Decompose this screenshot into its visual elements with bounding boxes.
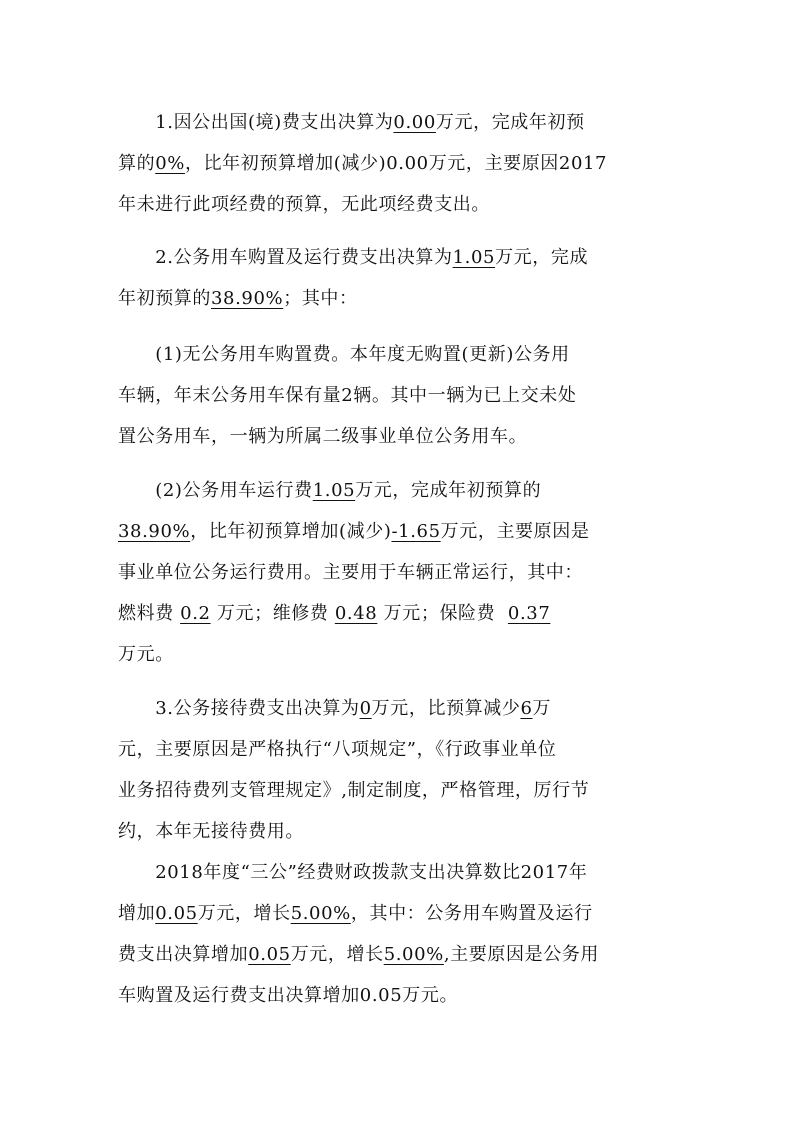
paragraph-outbound-travel bbox=[118, 102, 678, 225]
paragraph-vehicle-costs bbox=[118, 237, 678, 319]
text-segment: ，比年初预算增加(减少) bbox=[190, 521, 392, 542]
paragraph-reception-costs bbox=[118, 688, 678, 852]
amount-value: 0.05 bbox=[155, 903, 198, 924]
text-segment: 万元，增长 bbox=[197, 903, 291, 924]
text-line: 车购置及运行费支出决算增加0.05万元。 bbox=[118, 985, 459, 1006]
text-segment: 万元，增长 bbox=[290, 944, 384, 965]
text-line: 万元。 bbox=[118, 644, 174, 665]
paragraph-vehicle-operation bbox=[118, 470, 678, 675]
text-segment: ,主要原因是公务用 bbox=[443, 944, 599, 965]
amount-value: 0 bbox=[359, 698, 372, 719]
text-segment: (2)公务用车运行费 bbox=[118, 480, 313, 501]
percent-value: 0% bbox=[155, 153, 185, 174]
amount-value: -1.65 bbox=[391, 521, 441, 542]
text-segment: 万元，完成 bbox=[495, 247, 589, 268]
text-line bbox=[118, 102, 678, 143]
text-segment: 燃料费 bbox=[118, 603, 174, 624]
amount-value: 1.05 bbox=[452, 247, 496, 268]
text-line: 2018年度“三公”经费财政拨款支出决算数比2017年 bbox=[118, 862, 588, 883]
text-line: 车辆，年末公务用车保有量2辆。其中一辆为已上交未处 bbox=[118, 385, 577, 406]
text-segment: 费支出决算增加 bbox=[118, 944, 249, 965]
amount-value: 6 bbox=[520, 698, 533, 719]
text-line bbox=[118, 278, 678, 319]
text-segment: 1.因公出国(境)费支出决算为 bbox=[118, 112, 394, 133]
text-line: 约，本年无接待费用。 bbox=[118, 821, 304, 842]
text-segment: 算的 bbox=[118, 153, 156, 174]
text-segment: 年初预算的 bbox=[118, 288, 211, 309]
text-segment: 增加 bbox=[118, 903, 156, 924]
insurance-amount: 0.37 bbox=[507, 603, 551, 624]
text-line bbox=[118, 934, 678, 975]
percent-value: 5.00% bbox=[290, 903, 351, 924]
text-line: 置公务用车，一辆为所属二级事业单位公务用车。 bbox=[118, 426, 528, 447]
text-line bbox=[118, 593, 678, 634]
text-line bbox=[118, 143, 678, 184]
text-segment: ，其中：公务用车购置及运行 bbox=[350, 903, 593, 924]
text-line: 年未进行此项经费的预算，无此项经费支出。 bbox=[118, 194, 490, 215]
text-segment: 万元，主要原因是 bbox=[440, 521, 590, 542]
text-segment: 2.公务用车购置及运行费支出决算为 bbox=[118, 247, 453, 268]
text-segment: 万元，完成年初预算的 bbox=[355, 480, 542, 501]
text-segment: 万元，完成年初预 bbox=[435, 112, 585, 133]
percent-value: 38.90% bbox=[118, 521, 191, 542]
paragraph-vehicle-purchase bbox=[118, 334, 678, 457]
amount-value: 1.05 bbox=[312, 480, 356, 501]
text-line: (1)无公务用车购置费。本年度无购置(更新)公务用 bbox=[118, 344, 570, 365]
text-segment: 3.公务接待费支出决算为 bbox=[118, 698, 360, 719]
fuel-amount: 0.2 bbox=[180, 603, 211, 624]
text-segment: 万元，比预算减少 bbox=[371, 698, 521, 719]
text-segment: 万 bbox=[532, 698, 552, 719]
percent-value: 5.00% bbox=[383, 944, 444, 965]
text-line bbox=[118, 470, 678, 511]
text-line bbox=[118, 237, 678, 278]
text-line bbox=[118, 511, 678, 552]
text-segment: 万元；维修费 bbox=[216, 603, 329, 624]
text-line: 事业单位公务运行费用。主要用于车辆正常运行，其中： bbox=[118, 562, 583, 583]
repair-amount: 0.48 bbox=[334, 603, 378, 624]
text-line: 元，主要原因是严格执行“八项规定”，《行政事业单位 bbox=[118, 739, 557, 760]
amount-value: 0.05 bbox=[248, 944, 291, 965]
text-line bbox=[118, 688, 678, 729]
text-line bbox=[118, 893, 678, 934]
text-line: 业务招待费列支管理规定》,制定制度，严格管理，厉行节 bbox=[118, 780, 590, 801]
percent-value: 38.90% bbox=[211, 288, 284, 309]
paragraph-year-comparison bbox=[118, 852, 678, 1016]
text-segment: ；其中： bbox=[283, 288, 358, 309]
text-segment: ，比年初预算增加(减少)0.00万元，主要原因2017 bbox=[184, 153, 608, 174]
amount-value: 0.00 bbox=[393, 112, 436, 133]
text-segment: 万元；保险费 bbox=[383, 603, 496, 624]
